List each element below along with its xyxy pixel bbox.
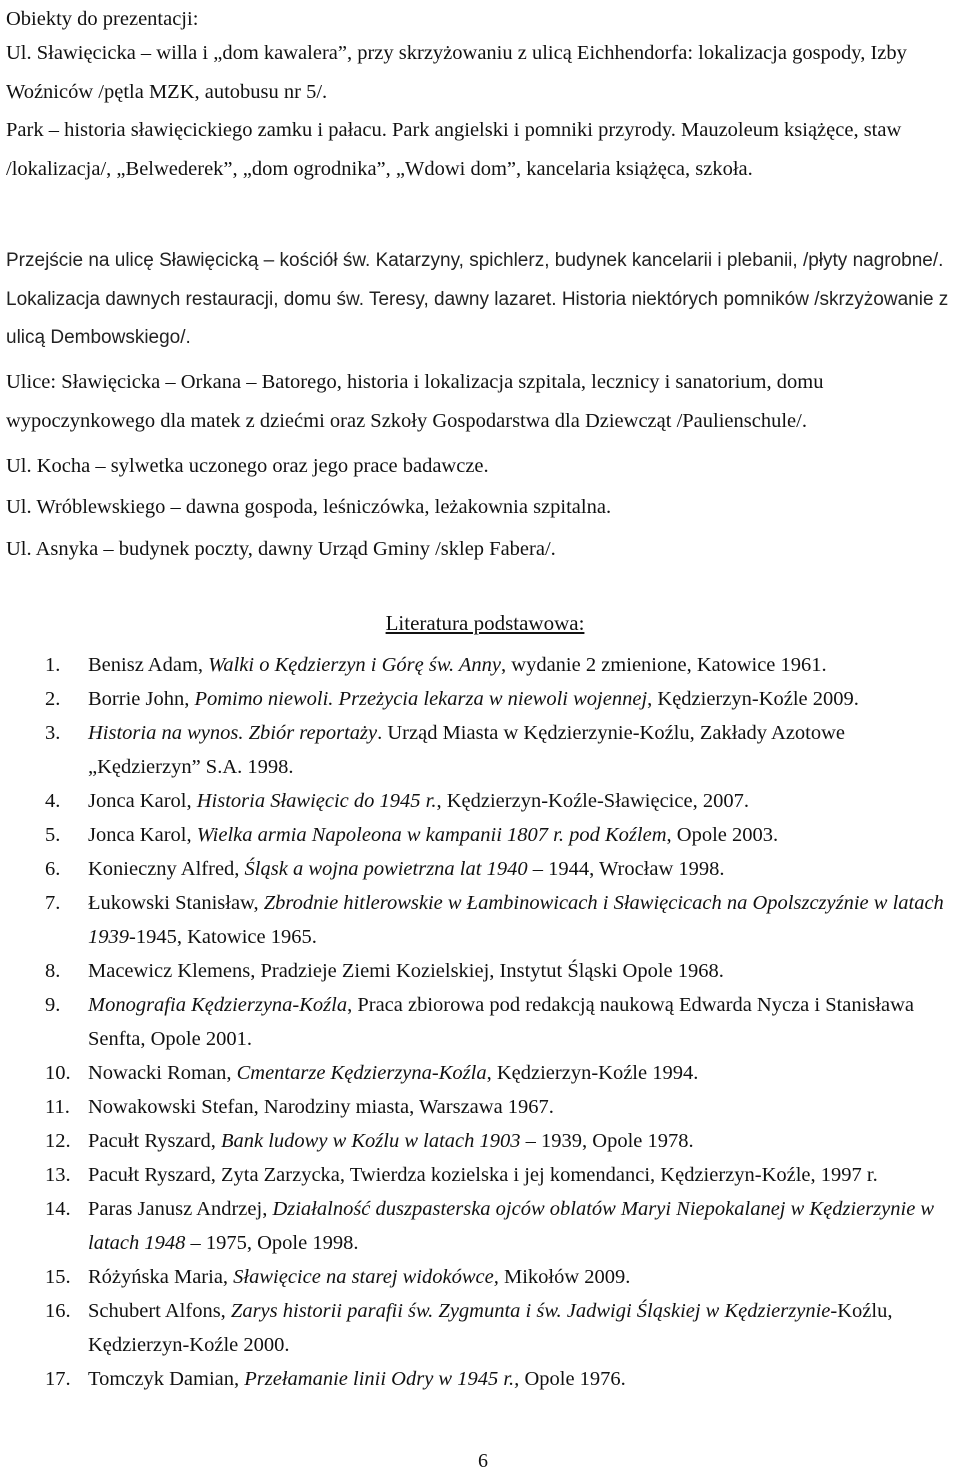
literature-item <box>0 1090 945 1124</box>
literature-item-title: Zbrodnie hitlerowskie w Łambinowicach i Sławięcicach na Opolszczyźnie w latach 1939 <box>88 892 944 948</box>
literature-item-author: Macewicz Klemens, Pradzieje Ziemi Kozielskiej, Instytut Śląski Opole 1968. <box>88 960 724 982</box>
literature-item-number: 12. <box>45 1130 71 1152</box>
literature-item-number: 1. <box>45 654 61 676</box>
literature-item-number: 5. <box>45 824 61 846</box>
literature-item-number: 13. <box>45 1164 71 1186</box>
literature-item-details: -Koźlu, Kędzierzyn-Koźle 2000. <box>88 1300 893 1356</box>
literature-item-title: Sławięcice na starej widokówce, <box>233 1266 499 1288</box>
paragraph-ul-asnyka: Ul. Asnyka – budynek poczty, dawny Urząd Gminy /sklep Fabera/. <box>6 538 556 560</box>
literature-item-title: Działalność duszpasterska ojców oblatów Maryi Niepokalanej w Kędzierzynie w latach 1948 <box>88 1198 935 1254</box>
literature-item-title: Bank ludowy w Koźlu w latach 1903 <box>220 1130 521 1152</box>
literature-item-author: Paras Janusz Andrzej, <box>88 1198 273 1220</box>
literature-item-author: Różyńska Maria, <box>88 1266 234 1288</box>
literature-item <box>0 1294 945 1362</box>
literature-item <box>0 1362 945 1396</box>
literature-item-title: Wielka armia Napoleona w kampanii 1807 r. pod Koźlem <box>196 824 667 846</box>
literature-item-details: , Kędzierzyn-Koźle-Sławięcice, 2007. <box>436 790 749 812</box>
literature-item-author: Pacułt Ryszard, <box>88 1130 221 1152</box>
literature-item-number: 17. <box>45 1368 71 1390</box>
literature-heading <box>0 608 960 638</box>
literature-item-title: Monografia Kędzierzyna-Koźla <box>88 994 348 1016</box>
literature-item <box>0 648 945 682</box>
section-title: Obiekty do prezentacji: <box>6 8 199 30</box>
literature-list <box>0 648 945 1396</box>
literature-item <box>0 1158 945 1192</box>
literature-item-author: Borrie John, <box>88 688 195 710</box>
literature-item <box>0 886 945 954</box>
literature-item-details: . Urząd Miasta w Kędzierzynie-Koźlu, Zakłady Azotowe „Kędzierzyn” S.A. 1998. <box>88 722 846 778</box>
literature-item <box>0 954 945 988</box>
literature-item-title: Historia Sławięcic do 1945 r. <box>196 790 437 812</box>
literature-item-author: Jonca Karol, <box>88 824 197 846</box>
literature-item-title: Śląsk a wojna powietrzna lat 1940 <box>244 858 528 880</box>
literature-item-number: 14. <box>45 1198 71 1220</box>
literature-item-title: Pomimo niewoli. Przeżycia lekarza w niewoli wojennej <box>194 688 648 710</box>
literature-item-details: , Kędzierzyn-Koźle 2009. <box>647 688 859 710</box>
literature-item-author: Pacułt Ryszard, Zyta Zarzycka, Twierdza kozielska i jej komendanci, Kędzierzyn-Koźle, 1997 r. <box>88 1164 878 1186</box>
paragraph-ul-wroblewskiego: Ul. Wróblewskiego – dawna gospoda, leśniczówka, leżakownia szpitalna. <box>6 496 612 518</box>
literature-item-author: Konieczny Alfred, <box>88 858 245 880</box>
literature-item-title: Historia na wynos. Zbiór reportaży <box>88 722 378 744</box>
literature-item-number: 16. <box>45 1300 71 1322</box>
literature-item-number: 2. <box>45 688 61 710</box>
literature-item-title: Zarys historii parafii św. Zygmunta i św. Jadwigi Śląskiej w Kędzierzynie <box>230 1300 831 1322</box>
literature-item-details: -1945, Katowice 1965. <box>129 926 317 948</box>
literature-item-number: 11. <box>45 1096 70 1118</box>
literature-item-number: 4. <box>45 790 61 812</box>
literature-item-number: 8. <box>45 960 61 982</box>
literature-item-number: 10. <box>45 1062 71 1084</box>
page-number: 6 <box>478 1450 488 1472</box>
literature-item-number: 6. <box>45 858 61 880</box>
paragraph-ulice: Ulice: Sławięcicka – Orkana – Batorego, historia i lokalizacja szpitala, lecznicy i sanatorium, domu wypoczynkowego dla matek z dziećmi oraz Szkoły Gospodarstwa dla Dziewcząt /Paulienschule/. <box>6 371 824 432</box>
literature-item-number: 15. <box>45 1266 71 1288</box>
literature-item-author: Jonca Karol, <box>88 790 197 812</box>
literature-item-details: , Opole 2003. <box>666 824 779 846</box>
paragraph-park: Park – historia sławięcickiego zamku i pałacu. Park angielski i pomniki przyrody. Mauzoleum książęce, staw /lokalizacja/, „Belwederek”, „dom ogrodnika”, „Wdowi dom”, kancelaria książęca, szkoła. <box>6 119 902 180</box>
literature-item-author: Schubert Alfons, <box>88 1300 231 1322</box>
literature-item <box>0 716 945 784</box>
literature-item-author: Nowacki Roman, <box>88 1062 237 1084</box>
paragraph-ul-slawiecicka: Ul. Sławięcicka – willa i „dom kawalera”, przy skrzyżowaniu z ulicą Eichhendorfa: lokalizacja gospody, Izby Woźniców /pętla MZK, autobusu nr 5/. <box>6 42 907 103</box>
literature-item-number: 9. <box>45 994 61 1016</box>
literature-item <box>0 852 945 886</box>
literature-item-details: Mikołów 2009. <box>498 1266 631 1288</box>
literature-item-number: 3. <box>45 722 61 744</box>
literature-item-details: Opole 1976. <box>519 1368 626 1390</box>
literature-item-number: 7. <box>45 892 61 914</box>
literature-item-author: Łukowski Stanisław, <box>88 892 264 914</box>
literature-item-title: Cmentarze Kędzierzyna-Koźla <box>236 1062 487 1084</box>
literature-item <box>0 682 945 716</box>
literature-item <box>0 1056 945 1090</box>
literature-item <box>0 1124 945 1158</box>
literature-item-title: Przełamanie linii Odry w 1945 r., <box>244 1368 520 1390</box>
literature-item <box>0 1192 945 1260</box>
literature-item-details: – 1944, Wrocław 1998. <box>527 858 725 880</box>
literature-item-title: Walki o Kędzierzyn i Górę św. Anny <box>208 654 502 676</box>
literature-item <box>0 1260 945 1294</box>
literature-item-author: Tomczyk Damian, <box>88 1368 245 1390</box>
literature-item <box>0 818 945 852</box>
paragraph-ul-kocha: Ul. Kocha – sylwetka uczonego oraz jego prace badawcze. <box>6 455 489 477</box>
literature-heading-text: Literatura podstawowa: <box>385 611 585 635</box>
paragraph-przejscie: Przejście na ulicę Sławięcicką – kościół św. Katarzyny, spichlerz, budynek kancelarii i plebanii, /płyty nagrobne/. Lokalizacja dawnych restauracji, domu św. Teresy, dawny lazaret. Historia niektórych pomników /skrzyżowanie z ulicą Dembowskiego/. <box>6 250 949 348</box>
literature-item <box>0 784 945 818</box>
literature-item-details: – 1939, Opole 1978. <box>520 1130 694 1152</box>
literature-item-author: Benisz Adam, <box>88 654 209 676</box>
literature-item <box>0 988 945 1056</box>
literature-item-details: , Praca zbiorowa pod redakcją naukową Edwarda Nycza i Stanisława Senfta, Opole 2001. <box>88 994 915 1050</box>
literature-item-author: Nowakowski Stefan, Narodziny miasta, Warszawa 1967. <box>88 1096 554 1118</box>
literature-item-details: , wydanie 2 zmienione, Katowice 1961. <box>501 654 827 676</box>
literature-item-details: – 1975, Opole 1998. <box>185 1232 359 1254</box>
literature-item-details: , Kędzierzyn-Koźle 1994. <box>486 1062 699 1084</box>
